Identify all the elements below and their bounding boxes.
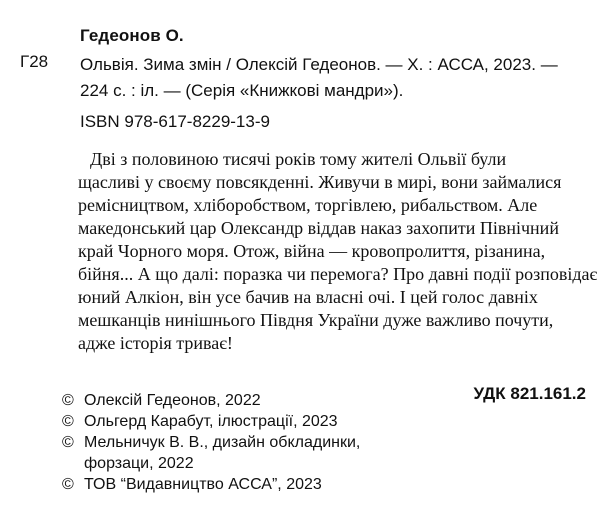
copyright-text: Олексій Гедеонов, 2022 [84, 392, 261, 409]
bib-line: 224 с. : іл. — (Серія «Книжкові мандри»). [80, 81, 404, 100]
library-index-code: Г28 [20, 52, 49, 71]
copyright-icon: © [62, 434, 74, 451]
udk-code: УДК 821.161.2 [473, 384, 586, 403]
annotation-line: македонський цар Олександр віддав наказ захопити Північний [78, 218, 559, 238]
copyright-text: Мельничук В. В., дизайн обкладинки, [84, 434, 361, 451]
annotation-line: край Чорного моря. Отож, війна — кровопролиття, різанина, [78, 241, 546, 261]
copyright-item [62, 411, 392, 432]
copyright-icon: © [62, 476, 74, 493]
annotation-line: мешканців нинішнього Півдня України дуже важливо почути, [78, 310, 554, 330]
copyright-item [62, 474, 392, 495]
copyright-item [62, 390, 392, 411]
annotation-line: бійня... А що далі: поразка чи перемога? Про давні події розповідає [78, 264, 598, 284]
bibliographic-record [80, 52, 585, 104]
copyright-icon: © [62, 413, 74, 430]
annotation-line: юний Алкіон, він усе бачив на власні очі. І цей голос давніх [78, 287, 538, 307]
annotation-line: щасливі у своєму повсякденні. Живучи в мирі, вони займалися [78, 172, 562, 192]
annotation-line: адже історія триває! [78, 333, 233, 353]
annotation-line: ремісництвом, хліборобством, торгівлею, рибальством. Але [78, 195, 538, 215]
copyright-item [62, 432, 392, 453]
copyright-text: ТОВ “Видавництво АССА”, 2023 [84, 476, 322, 493]
annotation-line: Дві з половиною тисячі років тому жителі Ольвії були [90, 149, 507, 169]
copyright-text: Ольгерд Карабут, ілюстрації, 2023 [84, 413, 338, 430]
copyright-list [62, 390, 392, 495]
copyright-text-continued: форзаци, 2022 [84, 455, 194, 472]
isbn: ISBN 978-617-8229-13-9 [80, 112, 270, 131]
author-name: Гедеонов О. [80, 26, 184, 45]
copyright-icon: © [62, 392, 74, 409]
annotation [78, 148, 598, 355]
bib-line: Ольвія. Зима змін / Олексій Гедеонов. — Х. : АССА, 2023. — [80, 55, 558, 74]
